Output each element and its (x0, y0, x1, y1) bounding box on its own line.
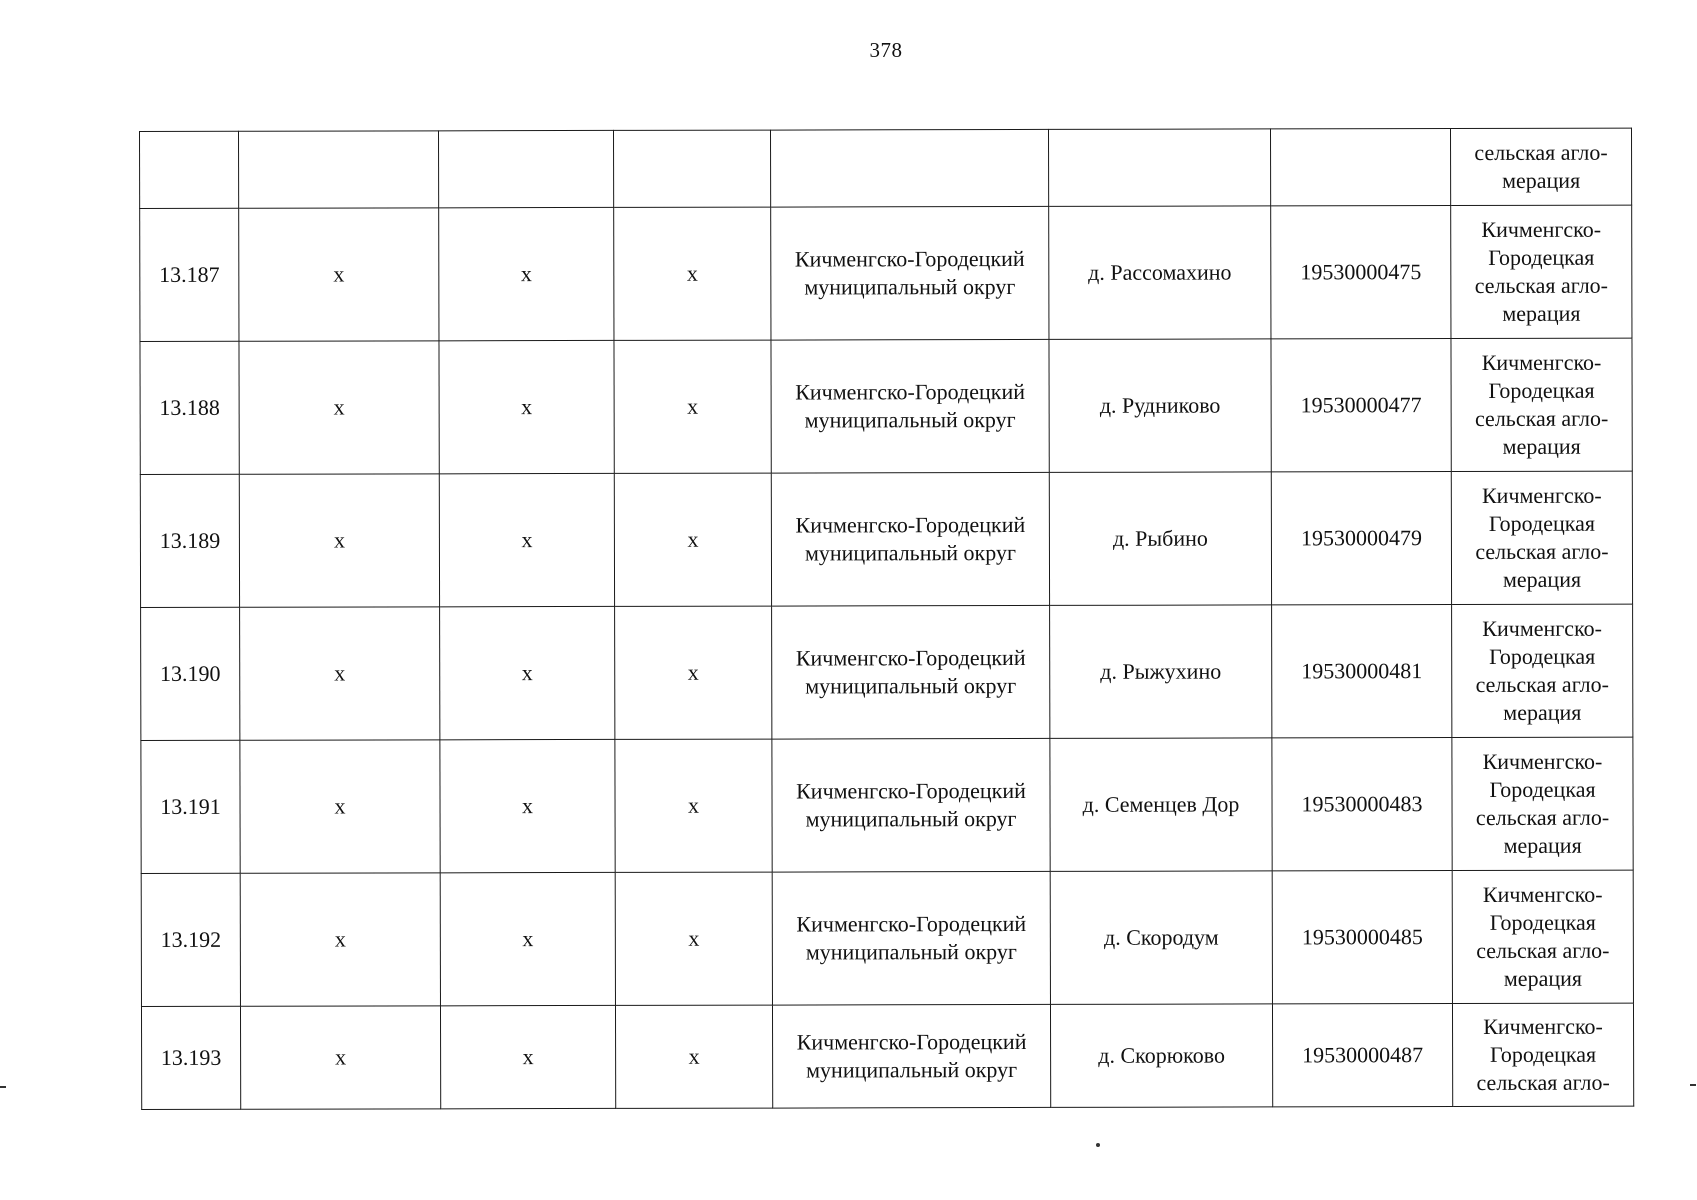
table-body (140, 128, 1634, 1109)
placeholder-x-cell: х (439, 340, 614, 473)
agglomeration-line: Кичменгско- (1482, 881, 1603, 907)
empty-cell (1270, 129, 1450, 206)
district-line: муниципальный округ (805, 939, 1017, 965)
row-number-cell: 13.191 (141, 740, 240, 873)
settlement-cell: д. Рудниково (1049, 339, 1271, 473)
row-number-cell: 13.189 (140, 474, 239, 607)
empty-cell (140, 131, 239, 208)
empty-cell (439, 130, 614, 207)
placeholder-x-cell: х (615, 1005, 772, 1108)
agglomeration-cell (1452, 870, 1633, 1003)
agglomeration-line: Кичменгско- (1483, 1013, 1603, 1039)
placeholder-x-cell: х (615, 606, 772, 739)
agglomeration-line: Городецкая (1489, 643, 1596, 669)
placeholder-x-cell: х (615, 872, 772, 1005)
row-number-cell: 13.193 (141, 1006, 240, 1109)
district-cell (772, 605, 1050, 739)
table-row (141, 870, 1633, 1006)
table-row (140, 205, 1632, 341)
settlement-cell: д. Рыбино (1049, 472, 1271, 606)
placeholder-x-cell: х (239, 474, 439, 607)
code-cell: 19530000483 (1272, 738, 1452, 871)
settlement-cell: д. Скородум (1050, 871, 1272, 1005)
agglomeration-cell (1450, 128, 1631, 205)
placeholder-x-cell: х (440, 872, 615, 1005)
empty-cell (770, 129, 1048, 207)
district-line: муниципальный округ (804, 274, 1016, 300)
district-cell (772, 738, 1050, 872)
placeholder-x-cell: х (615, 739, 772, 872)
agglomeration-line: Городецкая (1488, 510, 1595, 536)
placeholder-x-cell: х (240, 607, 440, 740)
agglomeration-line: сельская агло- (1474, 272, 1609, 298)
agglomeration-line: мерация (1503, 699, 1582, 725)
agglomeration-cell (1451, 338, 1632, 471)
row-number-cell: 13.192 (141, 873, 240, 1006)
agglomeration-line: Городецкая (1489, 776, 1596, 802)
table-row (141, 604, 1633, 740)
placeholder-x-cell: х (440, 606, 615, 739)
table-row (140, 338, 1632, 474)
code-cell: 19530000475 (1271, 206, 1451, 339)
district-line: Кичменгско-Городецкий (796, 777, 1026, 804)
settlements-table (139, 128, 1634, 1110)
code-cell: 19530000481 (1272, 605, 1452, 738)
district-cell (772, 1004, 1050, 1108)
agglomeration-line: сельская агло- (1474, 405, 1609, 431)
district-cell (771, 206, 1049, 340)
scan-mark-dot (1096, 1143, 1100, 1147)
district-line: муниципальный округ (804, 407, 1016, 433)
agglomeration-line: Кичменгско- (1482, 615, 1602, 641)
settlement-cell: д. Скорюково (1050, 1004, 1272, 1108)
district-line: муниципальный округ (806, 1057, 1018, 1083)
district-cell (771, 339, 1049, 473)
district-line: Кичменгско-Городецкий (796, 910, 1027, 937)
agglomeration-line: мерация (1503, 832, 1582, 858)
district-line: Кичменгско-Городецкий (795, 644, 1026, 671)
table-row (140, 471, 1632, 607)
page-number: 378 (869, 38, 903, 62)
agglomeration-line: мерация (1502, 566, 1582, 592)
placeholder-x-cell: х (614, 473, 771, 606)
district-line: Кичменгско-Городецкий (796, 1028, 1027, 1055)
table-row (141, 737, 1633, 873)
code-cell: 19530000487 (1272, 1004, 1452, 1107)
row-number-cell: 13.188 (140, 341, 239, 474)
scan-mark-left (0, 1086, 6, 1088)
placeholder-x-cell: х (440, 1005, 615, 1108)
district-line: Кичменгско-Городецкий (795, 378, 1026, 405)
placeholder-x-cell: х (239, 341, 439, 474)
agglomeration-line: Городецкая (1488, 377, 1595, 403)
district-line: муниципальный округ (805, 806, 1017, 832)
agglomeration-line: Кичменгско- (1481, 482, 1602, 508)
district-cell (771, 472, 1049, 606)
empty-cell (1048, 129, 1270, 207)
placeholder-x-cell: х (440, 739, 615, 872)
settlement-cell: д. Рассомахино (1049, 206, 1271, 340)
district-line: муниципальный округ (805, 673, 1017, 699)
district-line: Кичменгско-Городецкий (795, 511, 1026, 538)
district-line: Кичменгско-Городецкий (794, 245, 1025, 272)
code-cell: 19530000479 (1271, 472, 1451, 605)
row-number-cell: 13.190 (141, 607, 240, 740)
agglomeration-cell (1451, 205, 1632, 338)
settlement-cell: д. Рыжухино (1050, 605, 1272, 739)
agglomeration-line: сельская агло- (1474, 139, 1608, 165)
placeholder-x-cell: х (240, 740, 440, 873)
district-line: муниципальный округ (804, 540, 1016, 566)
placeholder-x-cell: х (240, 873, 440, 1006)
placeholder-x-cell: х (614, 207, 771, 340)
agglomeration-cell (1452, 604, 1633, 737)
agglomeration-cell (1452, 737, 1633, 870)
row-number-cell: 13.187 (140, 208, 239, 341)
agglomeration-line: мерация (1502, 433, 1581, 459)
agglomeration-line: Городецкая (1488, 244, 1595, 270)
agglomeration-line: мерация (1503, 965, 1583, 991)
placeholder-x-cell: х (240, 1006, 440, 1109)
agglomeration-line: Кичменгско- (1481, 349, 1602, 375)
empty-cell (239, 131, 439, 208)
code-cell: 19530000485 (1272, 871, 1452, 1004)
agglomeration-line: Городецкая (1490, 1041, 1597, 1067)
agglomeration-line: мерация (1502, 167, 1581, 193)
empty-cell (613, 130, 770, 207)
code-cell: 19530000477 (1271, 339, 1451, 472)
placeholder-x-cell: х (439, 473, 614, 606)
agglomeration-line: сельская агло- (1475, 538, 1609, 564)
district-cell (772, 871, 1050, 1005)
agglomeration-cell (1451, 471, 1632, 604)
settlement-cell: д. Семенцев Дор (1050, 738, 1272, 872)
placeholder-x-cell: х (439, 207, 614, 340)
agglomeration-line: сельская агло- (1476, 937, 1610, 963)
agglomeration-line: сельская агло- (1475, 671, 1609, 697)
scan-mark-right (1690, 1084, 1696, 1086)
agglomeration-line: Городецкая (1489, 909, 1596, 935)
table-row (141, 1003, 1633, 1109)
agglomeration-line: мерация (1502, 300, 1581, 326)
agglomeration-line: Кичменгско- (1481, 216, 1602, 242)
agglomeration-line: сельская агло- (1475, 804, 1610, 830)
agglomeration-line: Кичменгско- (1482, 748, 1603, 774)
agglomeration-cell (1452, 1003, 1633, 1106)
table-row-continuation (140, 128, 1632, 208)
placeholder-x-cell: х (239, 208, 439, 341)
placeholder-x-cell: х (614, 340, 771, 473)
agglomeration-line: сельская агло- (1476, 1069, 1610, 1095)
